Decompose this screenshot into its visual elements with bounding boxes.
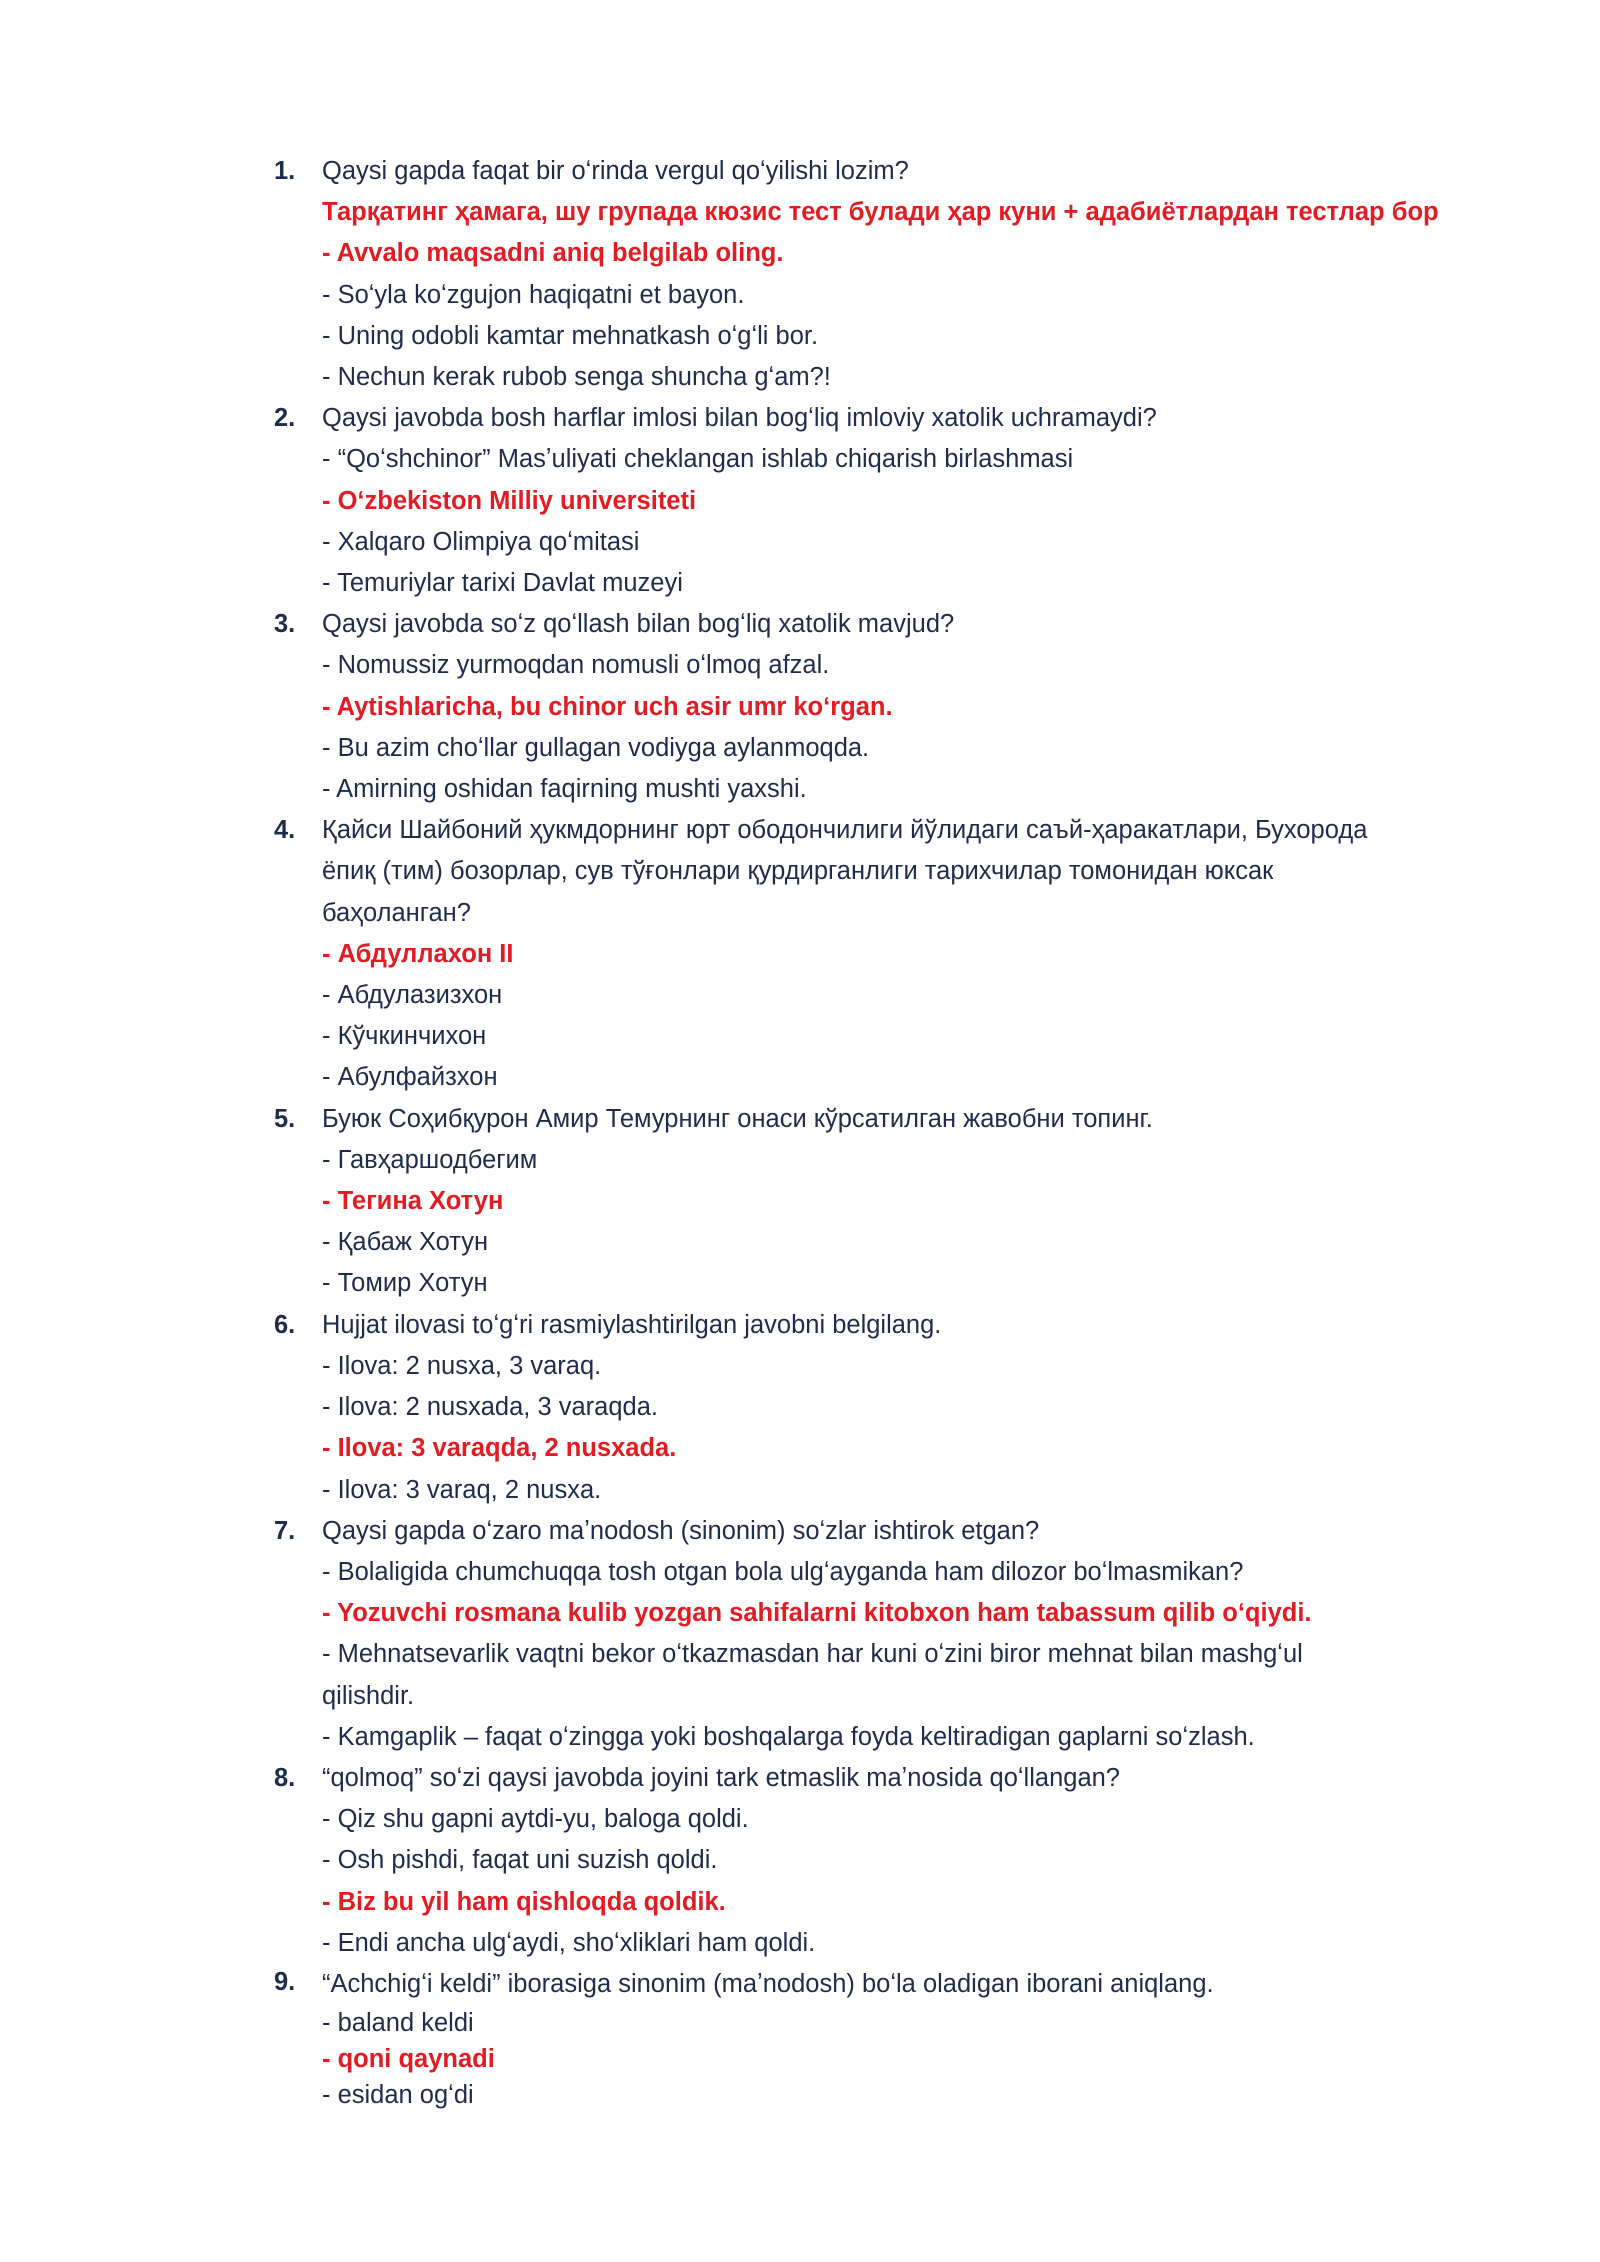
answer-option: - esidan ogʻdi xyxy=(322,2081,474,2110)
answer-option: - Endi ancha ulgʻaydi, shoʻxliklari ham qoldi. xyxy=(322,1928,816,1957)
red-note: Тарқатинг ҳамага, шу групада кюзис тест булади ҳар куни + адабиётлардан тестлар бор xyxy=(322,198,1439,227)
answer-option: - Mehnatsevarlik vaqtni bekor oʻtkazmasdan har kuni oʻzini biror mehnat bilan mashgʻul xyxy=(322,1640,1303,1669)
question-text: “qolmoq” soʻzi qaysi javobda joyini tark etmaslik maʼnosida qoʻllangan? xyxy=(322,1763,1120,1792)
question-9 xyxy=(274,1964,1474,2113)
question-text: “Achchigʻi keldi” iborasiga sinonim (maʼnodosh) boʻla oladigan iborani aniqlang. xyxy=(322,1969,1214,1998)
question-text-line-3: баҳоланган? xyxy=(322,898,471,927)
question-1 xyxy=(274,151,1474,398)
answer-option: - Soʻyla koʻzgujon haqiqatni et bayon. xyxy=(322,280,745,309)
quiz-content xyxy=(274,151,1474,2113)
question-text: Qaysi javobda soʻz qoʻllash bilan bogʻliq xatolik mavjud? xyxy=(322,610,955,639)
question-number: 6. xyxy=(274,1310,296,1339)
question-text: Qaysi javobda bosh harflar imlosi bilan bogʻliq imloviy xatolik uchramaydi? xyxy=(322,404,1157,433)
answer-option: - Temuriylar tarixi Davlat muzeyi xyxy=(322,569,683,598)
answer-option: - Bolaligida chumchuqqa tosh otgan bola ulgʻayganda ham dilozor boʻlmasmikan? xyxy=(322,1557,1244,1586)
answer-option: - Ilova: 2 nusxa, 3 varaq. xyxy=(322,1351,602,1380)
question-number: 2. xyxy=(274,404,296,433)
answer-option-correct: - Oʻzbekiston Milliy universiteti xyxy=(322,486,697,515)
answer-option: - Абдулазизхон xyxy=(322,981,503,1010)
answer-option: - Uning odobli kamtar mehnatkash oʻgʻli bor. xyxy=(322,321,819,350)
answer-option: - Bu azim choʻllar gullagan vodiyga aylanmoqda. xyxy=(322,733,870,762)
answer-option-correct: - Yozuvchi rosmana kulib yozgan sahifalarni kitobxon ham tabassum qilib oʻqiydi. xyxy=(322,1599,1312,1628)
question-number: 9. xyxy=(274,1967,296,1996)
answer-option: - Kamgaplik – faqat oʻzingga yoki boshqalarga foyda keltiradigan gaplarni soʻzlash. xyxy=(322,1722,1255,1751)
question-number: 4. xyxy=(274,816,296,845)
question-text: Hujjat ilovasi toʻgʻri rasmiylashtirilgan javobni belgilang. xyxy=(322,1310,942,1339)
answer-option-correct: - qoni qaynadi xyxy=(322,2045,495,2074)
answer-option-correct: - Avvalo maqsadni aniq belgilab oling. xyxy=(322,239,784,268)
question-2 xyxy=(274,398,1474,604)
answer-option-correct: - Ilova: 3 varaqda, 2 nusxada. xyxy=(322,1434,677,1463)
question-5 xyxy=(274,1099,1474,1305)
question-text: Qaysi gapda oʻzaro maʼnodosh (sinonim) soʻzlar ishtirok etgan? xyxy=(322,1516,1040,1545)
answer-option: - Osh pishdi, faqat uni suzish qoldi. xyxy=(322,1846,718,1875)
question-8 xyxy=(274,1758,1474,1964)
answer-option: - Абулфайзхон xyxy=(322,1063,498,1092)
question-4 xyxy=(274,810,1474,1098)
question-text-line-1: Қайси Шайбоний ҳукмдорнинг юрт ободончилиги йўлидаги саъй-ҳаракатлари, Бухорода xyxy=(322,816,1368,845)
question-number: 3. xyxy=(274,610,296,639)
question-6 xyxy=(274,1305,1474,1511)
answer-option: - baland keldi xyxy=(322,2009,474,2038)
question-number: 8. xyxy=(274,1763,296,1792)
question-text: Буюк Соҳибқурон Амир Темурнинг онаси кўрсатилган жавобни топинг. xyxy=(322,1104,1153,1133)
answer-option-correct: - Тегина Хотун xyxy=(322,1187,504,1216)
answer-option: - Гавҳаршодбегим xyxy=(322,1145,538,1174)
answer-option: - Қабаж Хотун xyxy=(322,1228,489,1257)
answer-option: - Ilova: 3 varaq, 2 nusxa. xyxy=(322,1475,602,1504)
question-text: Qaysi gapda faqat bir oʻrinda vergul qoʻyilishi lozim? xyxy=(322,157,909,185)
question-number: 7. xyxy=(274,1516,296,1545)
answer-option: - Кўчкинчихон xyxy=(322,1022,487,1051)
answer-option: - “Qoʻshchinor” Masʼuliyati cheklangan ishlab chiqarish birlashmasi xyxy=(322,445,1074,474)
question-number: 1. xyxy=(274,157,296,185)
answer-option: - Nechun kerak rubob senga shuncha gʻam?! xyxy=(322,363,831,392)
answer-option: - Томир Хотун xyxy=(322,1269,488,1298)
question-7 xyxy=(274,1511,1474,1758)
answer-option: - Xalqaro Olimpiya qoʻmitasi xyxy=(322,527,640,556)
question-3 xyxy=(274,604,1474,810)
answer-option: - Ilova: 2 nusxada, 3 varaqda. xyxy=(322,1393,658,1422)
answer-option-continuation: qilishdir. xyxy=(322,1681,415,1710)
question-text-line-2: ёпиқ (тим) бозорлар, сув тўғонлари қурдирганлиги тарихчилар томонидан юксак xyxy=(322,857,1274,886)
answer-option: - Nomussiz yurmoqdan nomusli oʻlmoq afzal. xyxy=(322,651,830,680)
answer-option-correct: - Aytishlaricha, bu chinor uch asir umr koʻrgan. xyxy=(322,692,893,721)
answer-option-correct: - Абдуллахон II xyxy=(322,939,514,968)
question-number: 5. xyxy=(274,1104,296,1133)
answer-option-correct: - Biz bu yil ham qishloqda qoldik. xyxy=(322,1887,726,1916)
answer-option: - Qiz shu gapni aytdi-yu, baloga qoldi. xyxy=(322,1805,749,1834)
answer-option: - Amirning oshidan faqirning mushti yaxshi. xyxy=(322,775,807,804)
